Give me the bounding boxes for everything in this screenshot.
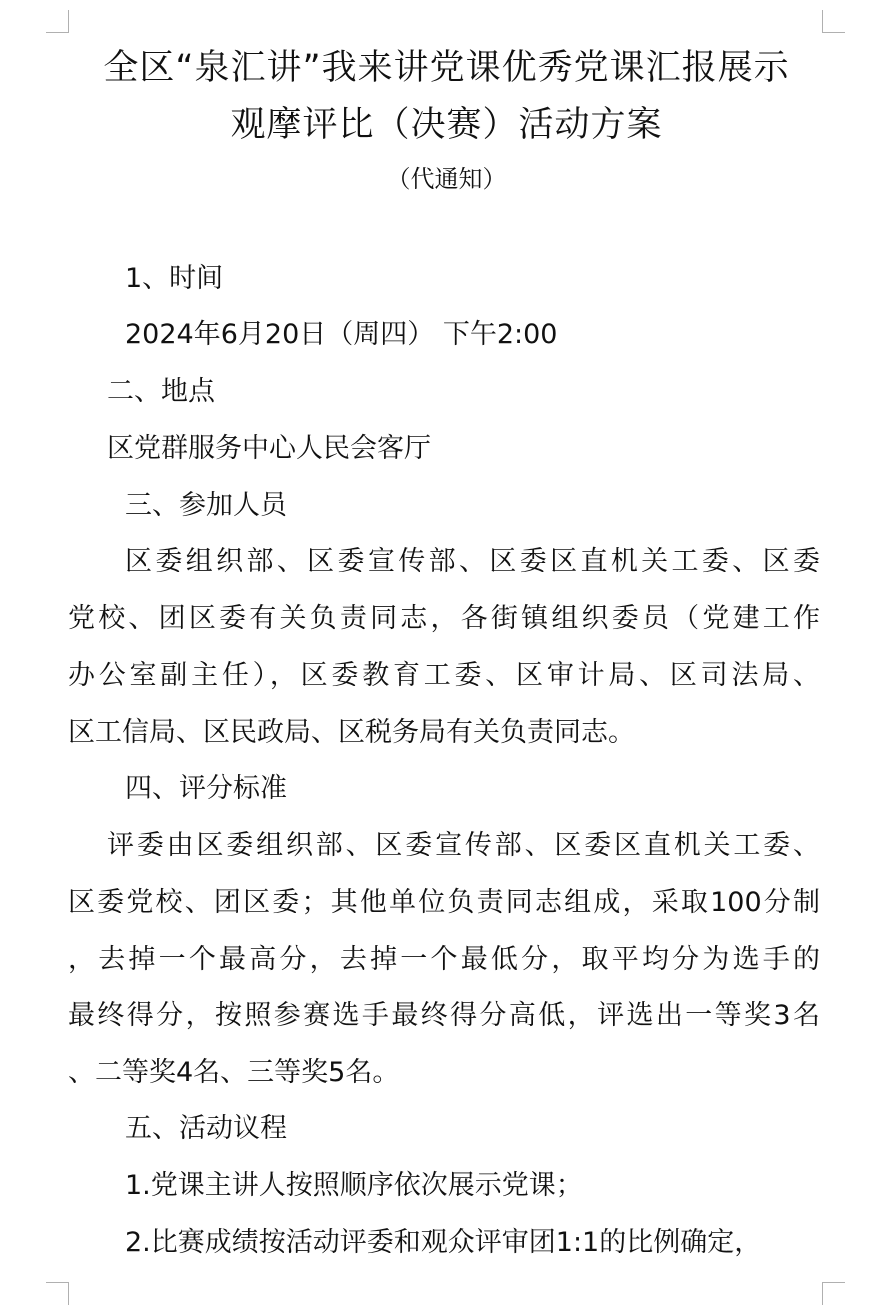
document-title-line-1: 全区“泉汇讲”我来讲党课优秀党课汇报展示: [103, 48, 790, 88]
scoring-line: ，去掉一个最高分，去掉一个最低分，取平均分为选手的: [68, 944, 820, 975]
agenda-item: 1.党课主讲人按照顺序依次展示党课；: [125, 1170, 583, 1201]
document-subtitle: （代通知）: [386, 165, 507, 193]
participants-line: 党校、团区委有关负责同志，各街镇组织委员（党建工作: [68, 603, 820, 634]
section-time-text: 2024年6月20日（周四） 下午2:00: [125, 319, 558, 350]
page-corner-mark-top-right: [822, 10, 845, 33]
scoring-line: 评委由区委组织部、区委宣传部、区委区直机关工委、: [107, 830, 820, 861]
scoring-line: 最终得分，按照参赛选手最终得分高低，评选出一等奖3名: [68, 1000, 820, 1031]
section-location-text: 区党群服务中心人民会客厅: [107, 433, 431, 464]
document-title-line-2: 观摩评比（决赛）活动方案: [230, 105, 663, 145]
scoring-line: 区委党校、团区委；其他单位负责同志组成，采取100分制: [68, 887, 820, 918]
section-time-heading: 1、时间: [125, 263, 224, 294]
participants-line: 办公室副主任），区委教育工委、区审计局、区司法局、: [68, 660, 820, 691]
participants-line: 区委组织部、区委宣传部、区委区直机关工委、区委: [125, 546, 820, 577]
page-corner-mark-top-left: [46, 10, 69, 33]
page-corner-mark-bottom-left: [46, 1282, 69, 1305]
section-location-heading: 二、地点: [107, 376, 215, 407]
page-corner-mark-bottom-right: [822, 1282, 845, 1305]
section-participants-heading: 三、参加人员: [125, 490, 287, 521]
section-agenda-heading: 五、活动议程: [125, 1113, 287, 1144]
agenda-item: 2.比赛成绩按活动评委和观众评审团1:1的比例确定，: [125, 1227, 762, 1258]
participants-line: 区工信局、区民政局、区税务局有关负责同志。: [68, 717, 635, 748]
scoring-line: 、二等奖4名、三等奖5名。: [68, 1057, 400, 1088]
section-scoring-heading: 四、评分标准: [125, 773, 287, 804]
